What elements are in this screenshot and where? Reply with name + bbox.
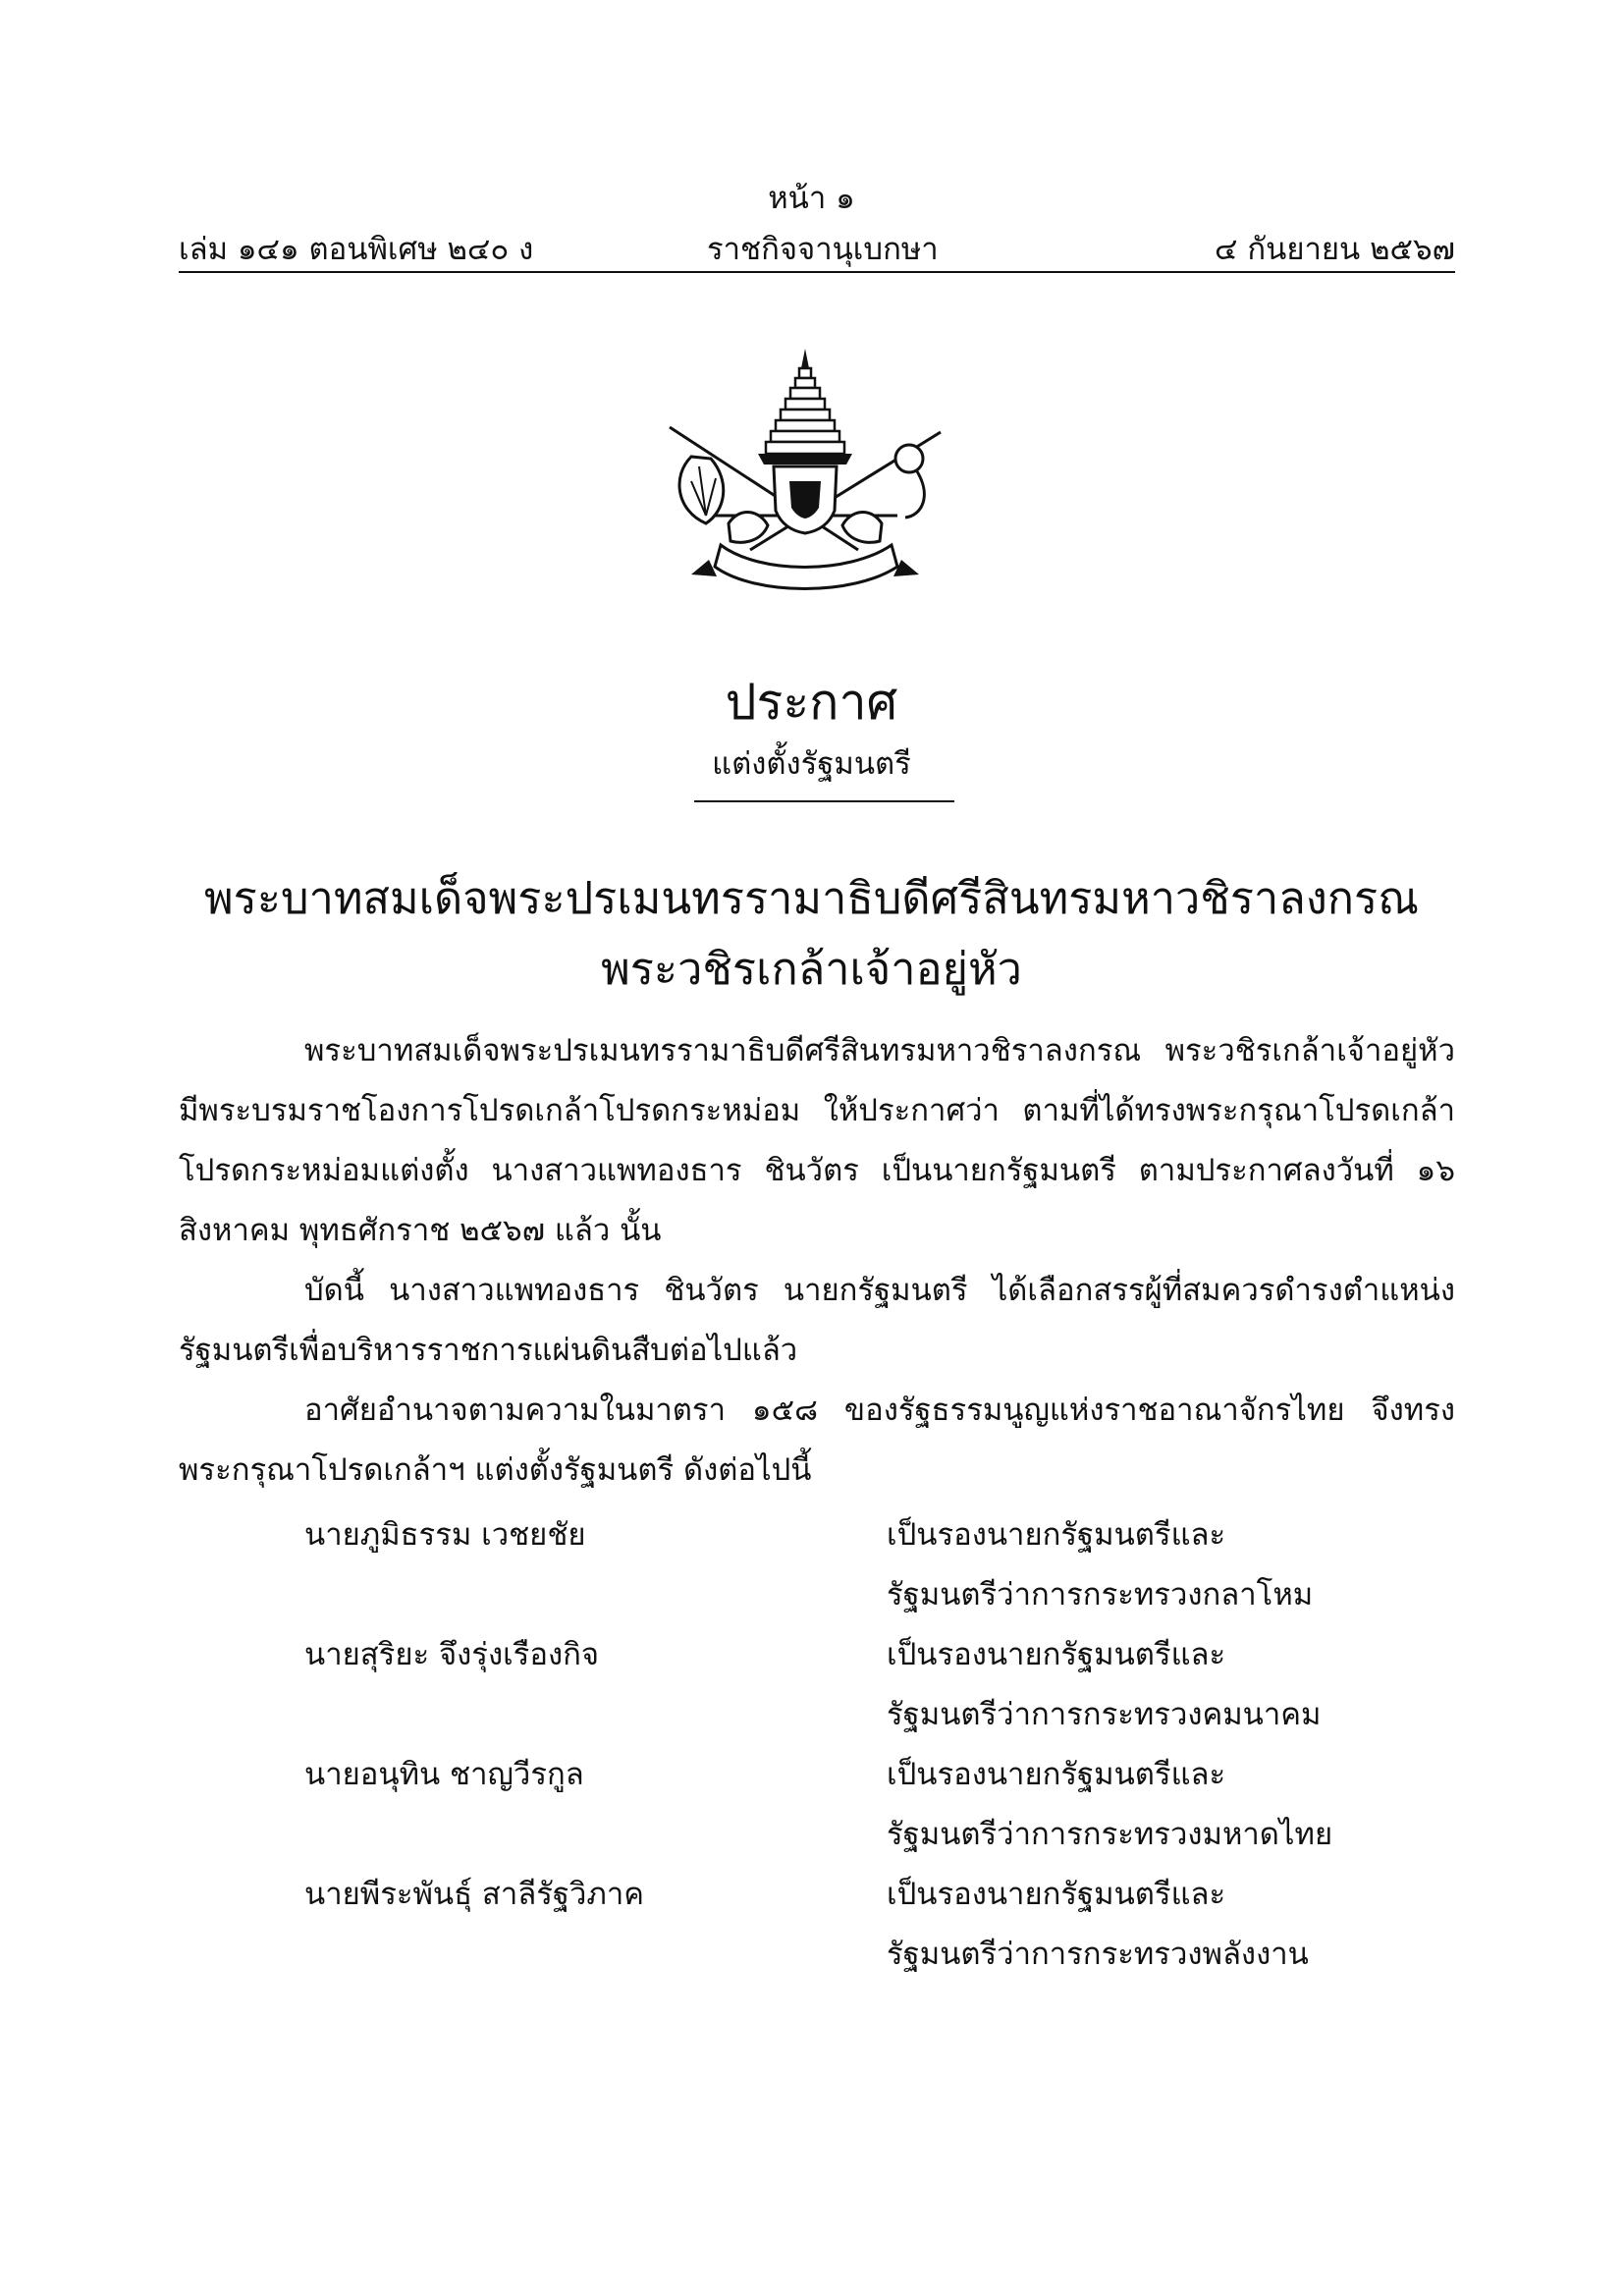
appointee-name: นายพีระพันธุ์ สาลีรัฐวิภาค — [304, 1877, 644, 1912]
royal-seal-emblem-icon — [652, 349, 958, 604]
appointee-ministry: รัฐมนตรีว่าการกระทรวงกลาโหม — [887, 1577, 1314, 1613]
announcement-title: ประกาศ — [725, 674, 898, 731]
appointee-name: นายอนุทิน ชาญวีรกูล — [304, 1757, 584, 1792]
announcement-subtitle: แต่งตั้งรัฐมนตรี — [712, 746, 911, 782]
title-divider — [694, 800, 954, 802]
appointee-name: นายสุริยะ จึงรุ่งเรืองกิจ — [304, 1637, 600, 1672]
appointee-ministry: รัฐมนตรีว่าการกระทรวงมหาดไทย — [887, 1817, 1333, 1852]
appointee-position: เป็นรองนายกรัฐมนตรีและ — [887, 1517, 1226, 1553]
gazette-name: ราชกิจจานุเบกษา — [707, 232, 939, 267]
header-divider — [179, 271, 1455, 273]
king-name-line2: พระวชิรเกล้าเจ้าอยู่หัว — [601, 943, 1022, 995]
appointee-position: เป็นรองนายกรัฐมนตรีและ — [887, 1877, 1226, 1912]
page-number: หน้า ๑ — [768, 181, 855, 216]
gazette-volume: เล่ม ๑๔๑ ตอนพิเศษ ๒๔๐ ง — [179, 232, 534, 267]
king-name-line1: พระบาทสมเด็จพระปรเมนทรรามาธิบดีศรีสินทรมหาวชิราลงกรณ — [204, 872, 1419, 924]
appointee-name: นายภูมิธรรม เวชยชัย — [304, 1517, 586, 1553]
appointee-position: เป็นรองนายกรัฐมนตรีและ — [887, 1637, 1226, 1672]
gazette-date: ๔ กันยายน ๒๕๖๗ — [1215, 232, 1455, 267]
body-paragraph-2: บัดนี้ นางสาวแพทองธาร ชินวัตร นายกรัฐมนตรี ได้เลือกสรรผู้ที่สมควรดำรงตำแหน่งรัฐมนตรีเพื่อบริหารราชการแผ่นดินสืบต่อไปแล้ว — [179, 1273, 1455, 1368]
appointee-ministry: รัฐมนตรีว่าการกระทรวงพลังงาน — [887, 1937, 1309, 1972]
body-paragraph-3: อาศัยอำนาจตามความในมาตรา ๑๕๘ ของรัฐธรรมนูญแห่งราชอาณาจักรไทย จึงทรงพระกรุณาโปรดเกล้าฯ แต่งตั้งรัฐมนตรี ดังต่อไปนี้ — [179, 1393, 1455, 1488]
body-paragraph-1: พระบาทสมเด็จพระปรเมนทรรามาธิบดีศรีสินทรมหาวชิราลงกรณ พระวชิรเกล้าเจ้าอยู่หัว มีพระบรมราชโองการโปรดเกล้าโปรดกระหม่อม ให้ประกาศว่า ตามที่ได้ทรงพระกรุณาโปรดเกล้าโปรดกระหม่อมแต่งตั้ง นางสาวแพทองธาร ชินวัตร เป็นนายกรัฐมนตรี ตามประกาศลงวันที่ ๑๖ สิงหาคม พุทธศักราช ๒๕๖๗ แล้ว นั้น — [179, 1033, 1455, 1248]
appointee-ministry: รัฐมนตรีว่าการกระทรวงคมนาคม — [887, 1697, 1322, 1732]
appointee-position: เป็นรองนายกรัฐมนตรีและ — [887, 1757, 1226, 1792]
